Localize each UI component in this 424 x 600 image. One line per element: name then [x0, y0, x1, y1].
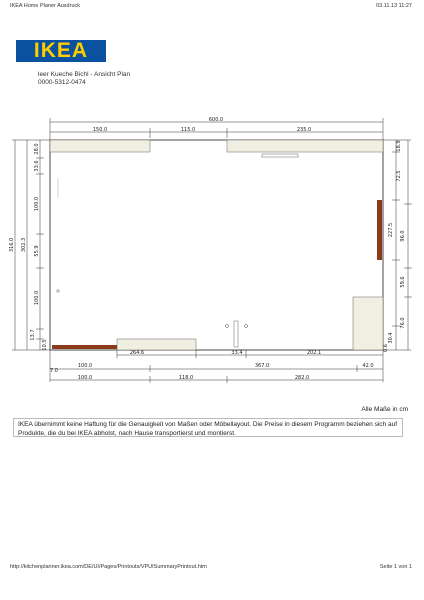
- project-number: 0000-5312-0474: [38, 79, 86, 86]
- dim-left-inner: 302.3: [21, 237, 27, 253]
- dim-left-seg-7: 10.5: [42, 339, 48, 351]
- floor-plan: [0, 108, 424, 388]
- door-left: [52, 345, 117, 349]
- print-header-datetime: 03.11.13 11:27: [376, 3, 412, 9]
- dim-left-seg-2: 33.6: [34, 160, 40, 172]
- dim-left-seg-5: 100.0: [34, 290, 40, 306]
- dim-bottom-3-3: 282.0: [294, 375, 310, 381]
- dim-top-total: 600.0: [208, 117, 224, 123]
- dim-right-seg-1: 18.9: [396, 140, 402, 152]
- dim-left-seg-6: 13.7: [30, 329, 36, 341]
- print-header-title: IKEA Home Planer Ausdruck: [10, 3, 81, 9]
- dim-top-segment-1: 150.0: [92, 127, 108, 133]
- footer-page-number: Seite 1 von 1: [379, 564, 412, 570]
- dim-bottom-1-3: 202.1: [306, 350, 322, 356]
- room-outline: [50, 140, 383, 350]
- dim-right-seg-2: 72.5: [396, 170, 402, 182]
- dim-bottom-2-3: 42.0: [362, 363, 374, 369]
- disclaimer-box: IKEA übernimmt keine Haftung für die Genauigkeit von Maßen oder Möbellayout. Die Preise in diesem Programm beziehen sich auf Produkte, die du bei IKEA abholst, nach Hause transportierst und montierst.: [13, 418, 403, 437]
- dim-right-seg-3: 227.5: [388, 222, 394, 238]
- dim-left-seg-4: 55.9: [34, 245, 40, 257]
- dim-right-seg-6: 76.0: [400, 317, 406, 329]
- dim-bottom-3-1: 100.0: [77, 375, 93, 381]
- right-cabinet: [353, 297, 383, 350]
- dim-bottom-3-2: 118.0: [178, 375, 194, 381]
- dim-left-seg-3: 100.0: [34, 196, 40, 212]
- dim-bottom-2-start: 7.0: [50, 368, 58, 374]
- dim-right-seg-8: 0.6: [383, 344, 389, 352]
- project-title: leer Kueche Bichl - Ansicht Plan: [38, 71, 131, 78]
- bottom-dimensions: [50, 350, 383, 383]
- dim-bottom-2-2: 367.0: [254, 363, 270, 369]
- door-right: [377, 200, 382, 260]
- footer-url: http://kitchenplanner.ikea.com/DE/UI/Pages/Printouts/VPUISummaryPrintout.htm: [10, 564, 207, 570]
- left-dimensions: [12, 140, 50, 350]
- dim-bottom-2-1: 100.0: [77, 363, 93, 369]
- top-worktop-left: [50, 140, 150, 152]
- dim-right-seg-7: 30.4: [388, 332, 394, 344]
- top-worktop-right: [227, 140, 383, 152]
- logo-text: IKEA: [33, 39, 89, 62]
- pipe: [234, 321, 238, 347]
- bottom-counter: [117, 339, 196, 350]
- heater: [262, 154, 298, 157]
- dim-right-seg-4: 96.0: [400, 230, 406, 242]
- units-note: Alle Maße in cm: [361, 406, 408, 413]
- ikea-logo: [16, 40, 106, 62]
- dim-left-seg-1: 28.0: [34, 143, 40, 155]
- dim-bottom-1-1: 264.6: [129, 350, 145, 356]
- dim-bottom-1-2: 33.4: [231, 350, 243, 356]
- dim-right-seg-5: 59.6: [400, 276, 406, 288]
- dim-top-segment-2: 115.0: [180, 127, 196, 133]
- dim-left-total: 316.0: [9, 237, 15, 253]
- dim-top-segment-3: 235.0: [296, 127, 312, 133]
